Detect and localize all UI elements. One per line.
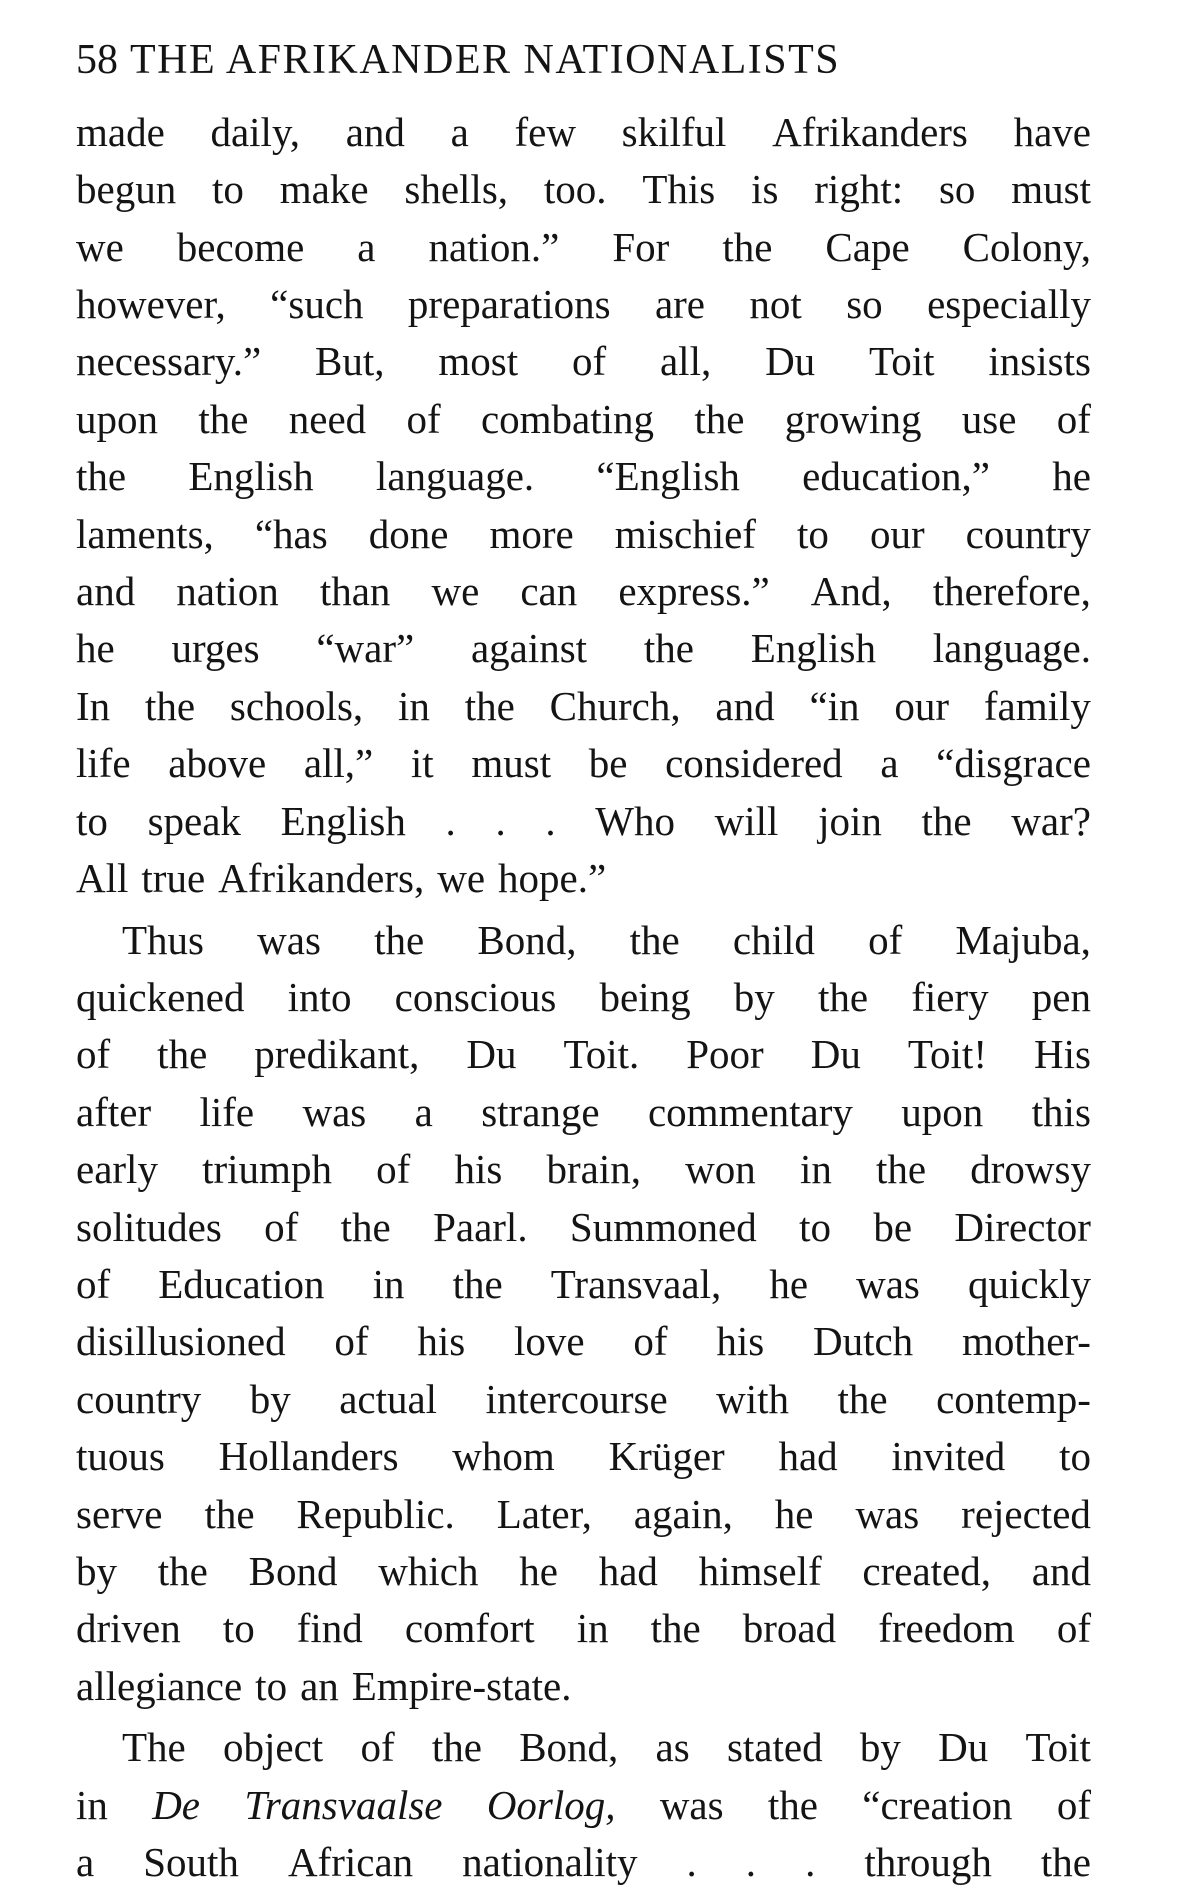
word: broad — [742, 1605, 837, 1651]
word: combating — [480, 396, 655, 442]
word: of — [1056, 1782, 1091, 1828]
text-line — [76, 161, 1091, 217]
word: all, — [659, 338, 712, 384]
text-line — [76, 678, 1091, 734]
word: by — [733, 974, 775, 1020]
word: a — [450, 109, 469, 155]
word: quickened — [76, 974, 245, 1020]
word: daily, — [210, 109, 301, 155]
word: too. — [543, 166, 607, 212]
word: a — [357, 224, 376, 270]
word: must — [471, 740, 552, 786]
word: All — [76, 855, 129, 901]
word: In — [76, 683, 111, 729]
word: disillusioned — [76, 1318, 286, 1364]
word: driven — [76, 1605, 181, 1651]
word: the — [340, 1204, 391, 1250]
word: the — [452, 1261, 503, 1307]
word: being — [599, 974, 691, 1020]
word: of — [1056, 396, 1091, 442]
word: schools, — [229, 683, 364, 729]
word: we — [431, 568, 480, 614]
word: Oorlog, — [486, 1782, 616, 1828]
word: had — [778, 1433, 838, 1479]
word: considered — [665, 740, 843, 786]
word: Du — [466, 1031, 517, 1077]
word: the — [643, 625, 694, 671]
word: object — [223, 1724, 324, 1770]
word: to — [797, 511, 829, 557]
word: of — [376, 1146, 411, 1192]
word: true — [141, 855, 206, 901]
text-line — [76, 1026, 1091, 1082]
word: into — [287, 974, 352, 1020]
word: by — [859, 1724, 901, 1770]
word: nation — [176, 568, 279, 614]
word: Empire-state. — [351, 1663, 572, 1709]
word: preparations — [407, 281, 611, 327]
word: war? — [1011, 798, 1091, 844]
word: the — [157, 1548, 208, 1594]
word: Toit — [869, 338, 935, 384]
word: Krüger — [608, 1433, 725, 1479]
word: hope.” — [498, 855, 607, 901]
word: of — [406, 396, 441, 442]
word: Republic. — [296, 1491, 455, 1537]
word: all,” — [303, 740, 374, 786]
word: against — [470, 625, 588, 671]
word: join — [818, 798, 882, 844]
word: solitudes — [76, 1204, 222, 1250]
word: he — [76, 625, 115, 671]
word: a — [76, 1839, 95, 1885]
word: Thus — [122, 917, 204, 963]
word: predikant, — [254, 1031, 420, 1077]
word: triumph — [202, 1146, 332, 1192]
word: himself — [698, 1548, 822, 1594]
word: after — [76, 1089, 152, 1135]
word: . — [445, 798, 456, 844]
word: Bond, — [477, 917, 577, 963]
word: Dutch — [812, 1318, 914, 1364]
word: won — [685, 1146, 756, 1192]
text-line — [76, 1486, 1091, 1542]
word: to — [212, 166, 244, 212]
text-line — [122, 912, 1091, 968]
page-number: 58 — [76, 37, 118, 83]
word: was — [856, 1261, 920, 1307]
word: Du — [938, 1724, 989, 1770]
word: brain, — [546, 1146, 641, 1192]
word: love — [513, 1318, 585, 1364]
word: Education — [158, 1261, 325, 1307]
word: contemp- — [936, 1376, 1091, 1422]
word: so — [846, 281, 883, 327]
text-line — [76, 391, 1091, 447]
text-line — [76, 1834, 1091, 1890]
word: need — [288, 396, 367, 442]
word: it — [410, 740, 434, 786]
word: fiery — [911, 974, 989, 1020]
word: . — [805, 1839, 816, 1885]
word: Du — [810, 1031, 861, 1077]
word: drowsy — [970, 1146, 1091, 1192]
word: he — [774, 1491, 814, 1537]
word: in — [76, 1782, 108, 1828]
word: however, — [76, 281, 226, 327]
word: created, — [862, 1548, 991, 1594]
text-line — [76, 1199, 1091, 1255]
word: necessary.” — [76, 338, 262, 384]
word: the — [144, 683, 196, 729]
word: urges — [171, 625, 260, 671]
word: in — [799, 1146, 832, 1192]
word: Bond, — [519, 1724, 619, 1770]
word: of — [76, 1031, 111, 1077]
word: “war” — [316, 625, 415, 671]
word: was — [257, 917, 321, 963]
text-line — [76, 1600, 1091, 1656]
text-line — [76, 1313, 1091, 1369]
text-line — [76, 1371, 1091, 1427]
word: the — [876, 1146, 927, 1192]
word: “disgrace — [936, 740, 1091, 786]
word: Transvaal, — [550, 1261, 722, 1307]
text-line — [76, 969, 1091, 1025]
word: mother- — [961, 1318, 1091, 1364]
word: Du — [765, 338, 816, 384]
word: especially — [927, 281, 1091, 327]
word: De — [152, 1782, 201, 1828]
word: African — [287, 1839, 414, 1885]
word: therefore, — [932, 568, 1091, 614]
word: have — [1013, 109, 1091, 155]
word: . — [495, 798, 506, 844]
text-line — [76, 1084, 1091, 1140]
word: language. — [375, 453, 535, 499]
word: English — [280, 798, 406, 844]
word: done — [368, 511, 449, 557]
word: begun — [76, 166, 177, 212]
word: the — [629, 917, 680, 963]
word: Toit! — [907, 1031, 987, 1077]
word: actual — [339, 1376, 438, 1422]
word: his — [417, 1318, 466, 1364]
word: “creation — [862, 1782, 1013, 1828]
word: child — [732, 917, 815, 963]
word: in — [397, 683, 430, 729]
word: few — [514, 109, 576, 155]
running-title: THE AFRIKANDER NATIONALISTS — [130, 37, 841, 83]
word: an — [300, 1663, 339, 1709]
word: Toit. — [563, 1031, 640, 1077]
word: His — [1034, 1031, 1091, 1077]
word: tuous — [76, 1433, 165, 1479]
word: his — [716, 1318, 765, 1364]
word: Afrikanders, — [218, 855, 425, 901]
word: conscious — [394, 974, 557, 1020]
word: insists — [988, 338, 1091, 384]
text-line — [76, 219, 1091, 275]
word: make — [279, 166, 369, 212]
word: intercourse — [485, 1376, 668, 1422]
word: this — [1031, 1089, 1091, 1135]
word: express.” — [618, 568, 770, 614]
word: the — [817, 974, 869, 1020]
word: English — [750, 625, 876, 671]
word: in — [576, 1605, 609, 1651]
word: be — [873, 1204, 913, 1250]
word: was — [659, 1782, 724, 1828]
word: of — [334, 1318, 369, 1364]
word: nationality — [462, 1839, 638, 1885]
text-line — [76, 1141, 1091, 1197]
word: Director — [954, 1204, 1091, 1250]
word: language. — [932, 625, 1091, 671]
text-line — [76, 1777, 1091, 1833]
word: This — [642, 166, 716, 212]
text-line — [76, 850, 619, 906]
word: to — [1059, 1433, 1091, 1479]
word: most — [438, 338, 519, 384]
word: allegiance — [76, 1663, 243, 1709]
word: by — [249, 1376, 291, 1422]
word: “English — [596, 453, 740, 499]
word: early — [76, 1146, 158, 1192]
word: nation.” — [428, 224, 560, 270]
word: Church, — [549, 683, 681, 729]
word: we — [76, 224, 124, 270]
word: he — [1052, 453, 1091, 499]
word: had — [598, 1548, 658, 1594]
word: upon — [76, 396, 158, 442]
text-line — [76, 506, 1091, 562]
text-line — [76, 1543, 1091, 1599]
word: But, — [315, 338, 385, 384]
word: was — [302, 1089, 367, 1135]
word: not — [749, 281, 802, 327]
word: was — [855, 1491, 920, 1537]
word: the — [694, 396, 745, 442]
text-line — [76, 333, 1091, 389]
word: the — [921, 798, 972, 844]
word: are — [654, 281, 706, 327]
word: commentary — [647, 1089, 853, 1135]
word: shells, — [404, 166, 509, 212]
word: Paarl. — [433, 1204, 528, 1250]
word: to — [76, 798, 108, 844]
word: more — [489, 511, 574, 557]
word: the — [198, 396, 249, 442]
word: growing — [784, 396, 922, 442]
word: Afrikanders — [772, 109, 968, 155]
word: of — [633, 1318, 668, 1364]
word: find — [296, 1605, 363, 1651]
word: a — [414, 1089, 433, 1135]
word: the — [76, 453, 127, 499]
word: a — [880, 740, 899, 786]
word: the — [722, 224, 773, 270]
word: mischief — [614, 511, 756, 557]
word: will — [714, 798, 779, 844]
word: Poor — [686, 1031, 764, 1077]
text-line — [76, 1428, 1091, 1484]
word: Later, — [496, 1491, 592, 1537]
word: “such — [270, 281, 364, 327]
word: education,” — [802, 453, 990, 499]
word: above — [168, 740, 267, 786]
word: in — [372, 1261, 405, 1307]
word: South — [143, 1839, 239, 1885]
word: comfort — [404, 1605, 535, 1651]
word: again, — [633, 1491, 733, 1537]
text-line — [76, 276, 1091, 332]
word: Transvaalse — [244, 1782, 443, 1828]
word: of — [1056, 1605, 1091, 1651]
word: life — [76, 740, 131, 786]
word: than — [319, 568, 391, 614]
word: the — [374, 917, 425, 963]
word: with — [716, 1376, 790, 1422]
word: we — [437, 855, 486, 901]
word: “has — [254, 511, 328, 557]
word: to — [222, 1605, 255, 1651]
word: the — [767, 1782, 818, 1828]
word: country — [76, 1376, 202, 1422]
word: invited — [891, 1433, 1006, 1479]
word: he — [519, 1548, 558, 1594]
word: the — [157, 1031, 208, 1077]
word: through — [864, 1839, 992, 1885]
word: speak — [147, 798, 241, 844]
word: family — [983, 683, 1091, 729]
word: freedom — [878, 1605, 1015, 1651]
word: of — [360, 1724, 395, 1770]
word: is — [751, 166, 779, 212]
word: country — [965, 511, 1091, 557]
word: and — [715, 683, 775, 729]
word: skilful — [621, 109, 727, 155]
word: by — [76, 1548, 117, 1594]
word: laments, — [76, 511, 214, 557]
word: . — [545, 798, 556, 844]
word: and — [1031, 1548, 1091, 1594]
word: “in — [809, 683, 860, 729]
word: of — [571, 338, 607, 384]
word: the — [837, 1376, 888, 1422]
word: pen — [1031, 974, 1091, 1020]
word: Colony, — [962, 224, 1091, 270]
word: the — [431, 1724, 482, 1770]
word: can — [520, 568, 578, 614]
word: our — [869, 511, 925, 557]
text-line — [76, 563, 1091, 619]
word: Who — [595, 798, 675, 844]
word: life — [199, 1089, 255, 1135]
word: upon — [901, 1089, 984, 1135]
word: strange — [481, 1089, 600, 1135]
word: And, — [810, 568, 892, 614]
word: For — [612, 224, 670, 270]
word: whom — [452, 1433, 555, 1479]
text-line — [76, 1658, 585, 1714]
word: quickly — [967, 1261, 1091, 1307]
word: . — [686, 1839, 697, 1885]
word: The — [122, 1724, 186, 1770]
text-line — [76, 104, 1091, 160]
word: right: — [814, 166, 904, 212]
word: to — [799, 1204, 831, 1250]
word: stated — [726, 1724, 823, 1770]
word: the — [204, 1491, 255, 1537]
text-line — [122, 1719, 1091, 1775]
word: his — [454, 1146, 503, 1192]
word: rejected — [961, 1491, 1091, 1537]
word: Toit — [1025, 1724, 1091, 1770]
text-line — [76, 620, 1091, 676]
word: so — [938, 166, 976, 212]
word: the — [1040, 1839, 1091, 1885]
word: the — [650, 1605, 701, 1651]
word: serve — [76, 1491, 163, 1537]
word: Bond — [248, 1548, 338, 1594]
text-line — [76, 1256, 1091, 1312]
word: the — [464, 683, 515, 729]
word: . — [745, 1839, 757, 1885]
word: he — [769, 1261, 809, 1307]
word: Hollanders — [218, 1433, 399, 1479]
word: of — [868, 917, 903, 963]
word: Majuba, — [955, 917, 1091, 963]
word: must — [1011, 166, 1091, 212]
text-line — [76, 735, 1091, 791]
word: use — [961, 396, 1017, 442]
word: of — [264, 1204, 299, 1250]
word: our — [894, 683, 950, 729]
text-line — [76, 793, 1091, 849]
word: to — [255, 1663, 288, 1709]
word: as — [655, 1724, 690, 1770]
word: be — [588, 740, 628, 786]
word: which — [378, 1548, 479, 1594]
word: and — [76, 568, 136, 614]
word: Summoned — [569, 1204, 757, 1250]
word: English — [188, 453, 314, 499]
word: become — [176, 224, 305, 270]
word: Cape — [825, 224, 910, 270]
word: made — [76, 109, 165, 155]
text-line — [76, 448, 1091, 504]
word: of — [76, 1261, 111, 1307]
word: and — [345, 109, 405, 155]
